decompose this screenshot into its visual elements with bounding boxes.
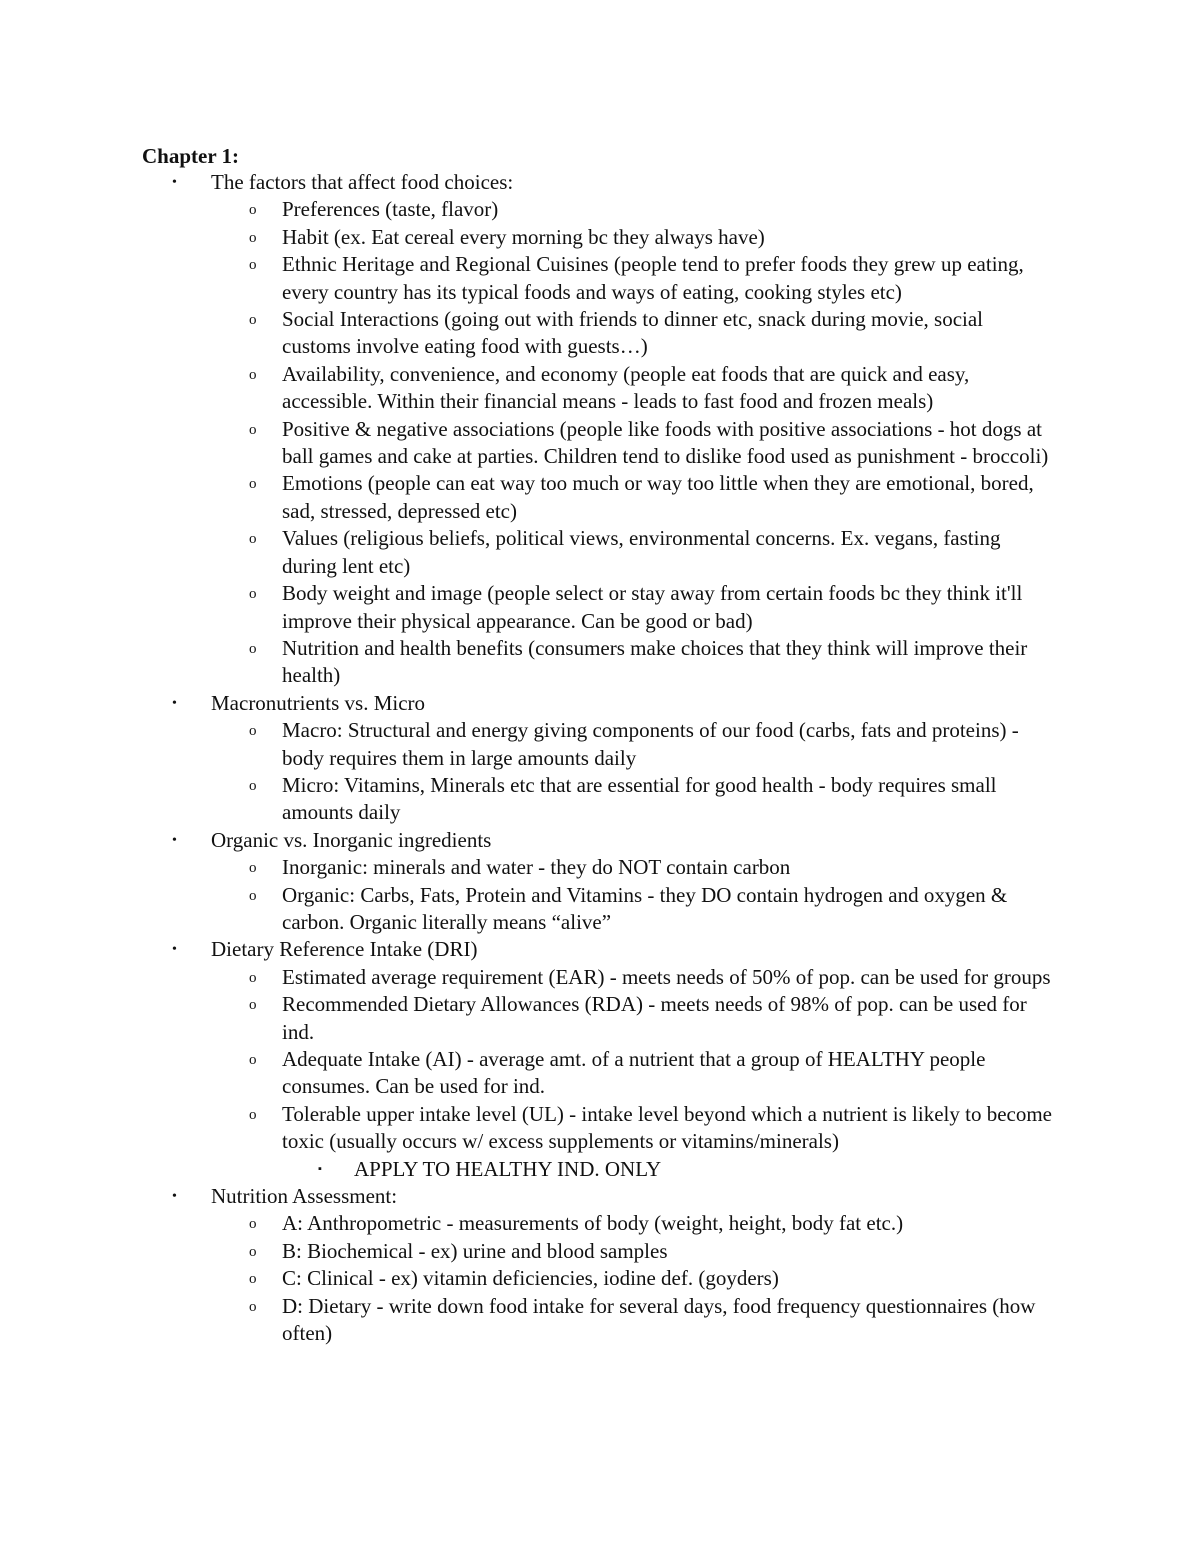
bullet-marker: • <box>172 695 177 711</box>
list-item <box>0 224 1200 251</box>
list-item <box>0 964 1200 991</box>
list-item <box>0 361 1200 416</box>
list-item <box>0 1046 1200 1101</box>
bullet-marker: • <box>172 942 177 958</box>
list-item-text: Positive & negative associations (people like foods with positive associations - hot dogs at ball games and cake at parties. Children tend to dislike food used as punishment - broccoli) <box>282 416 1049 469</box>
list-item-text: A: Anthropometric - measurements of body (weight, height, body fat etc.) <box>282 1211 904 1236</box>
list-item <box>0 580 1200 635</box>
sub-note-item <box>0 1156 1055 1183</box>
list-item-text: D: Dietary - write down food intake for several days, food frequency questionnaires (how often) <box>282 1293 1036 1346</box>
section-heading: Dietary Reference Intake (DRI) <box>211 937 478 962</box>
sub-sub-list <box>282 1156 1055 1183</box>
circle-marker: o <box>249 229 257 246</box>
circle-marker: o <box>249 202 257 219</box>
circle-marker: o <box>249 777 257 794</box>
section-item <box>0 827 1200 937</box>
section-heading: Organic vs. Inorganic ingredients <box>211 827 492 852</box>
section-heading: Nutrition Assessment: <box>211 1184 398 1209</box>
section-item <box>0 1183 1200 1347</box>
section-item <box>0 690 1200 827</box>
list-item <box>0 772 1200 827</box>
sub-list <box>211 717 1200 827</box>
list-item-text: Macro: Structural and energy giving components of our food (carbs, fats and proteins) - body requires them in large amounts daily <box>282 718 1019 770</box>
list-item <box>0 1101 1200 1183</box>
list-item <box>0 251 1200 306</box>
list-item-text: B: Biochemical - ex) urine and blood samples <box>282 1238 668 1263</box>
list-item-text: Adequate Intake (AI) - average amt. of a nutrient that a group of HEALTHY people consumes. Can be used for ind. <box>282 1047 986 1099</box>
list-item <box>0 416 1200 471</box>
list-item <box>0 991 1200 1046</box>
circle-marker: o <box>249 860 257 877</box>
sub-list <box>211 196 1200 689</box>
list-item <box>0 1238 1200 1265</box>
list-item <box>0 717 1200 772</box>
circle-marker: o <box>249 531 257 548</box>
list-item <box>0 1293 1200 1348</box>
circle-marker: o <box>249 1216 257 1233</box>
list-item <box>0 1265 1200 1292</box>
section-item <box>0 936 1200 1183</box>
chapter-title: Chapter 1: <box>142 144 240 168</box>
circle-marker: o <box>249 312 257 329</box>
bullet-marker: • <box>172 175 177 190</box>
list-item-text: Preferences (taste, flavor) <box>282 197 499 222</box>
list-item <box>0 306 1200 361</box>
list-item-text: Nutrition and health benefits (consumers make choices that they think will improve their health) <box>282 635 1028 688</box>
list-item <box>0 854 1200 881</box>
circle-marker: o <box>249 969 257 986</box>
list-item-text: Social Interactions (going out with friends to dinner etc, snack during movie, social customs involve eating food with guests…) <box>282 307 983 359</box>
list-item-text: Emotions (people can eat way too much or way too little when they are emotional, bored, sad, stressed, depressed etc) <box>282 471 1034 523</box>
circle-marker: o <box>249 1243 257 1260</box>
list-item <box>0 525 1200 580</box>
list-item <box>0 635 1200 690</box>
sub-note-text: APPLY TO HEALTHY IND. ONLY <box>354 1156 662 1181</box>
circle-marker: o <box>249 586 257 603</box>
square-marker: ▪ <box>318 1162 322 1175</box>
circle-marker: o <box>249 887 257 904</box>
sub-list <box>211 964 1200 1183</box>
circle-marker: o <box>249 1271 257 1288</box>
circle-marker: o <box>249 366 257 383</box>
circle-marker: o <box>249 1106 257 1123</box>
circle-marker: o <box>249 257 257 274</box>
circle-marker: o <box>249 640 257 657</box>
circle-marker: o <box>249 1052 257 1068</box>
list-item <box>0 1210 1200 1237</box>
circle-marker: o <box>249 421 257 438</box>
sub-list <box>211 1210 1200 1347</box>
list-item-text: Ethnic Heritage and Regional Cuisines (people tend to prefer foods they grew up eating, every country has its typical foods and ways of eating, cooking styles etc) <box>282 252 1024 304</box>
list-item <box>0 196 1200 223</box>
sub-list <box>211 854 1200 936</box>
list-item-text: Values (religious beliefs, political views, environmental concerns. Ex. vegans, fasting during lent etc) <box>282 526 1001 578</box>
bullet-marker: • <box>172 1189 177 1205</box>
circle-marker: o <box>249 1298 257 1315</box>
circle-marker: o <box>249 997 257 1014</box>
list-item-text: Micro: Vitamins, Minerals etc that are essential for good health - body requires small amounts daily <box>282 772 997 825</box>
circle-marker: o <box>249 723 257 740</box>
list-item-text: Habit (ex. Eat cereal every morning bc they always have) <box>282 224 765 249</box>
list-item-text: Recommended Dietary Allowances (RDA) - meets needs of 98% of pop. can be used for ind. <box>282 992 1027 1044</box>
list-item <box>0 470 1200 525</box>
list-item-text: Tolerable upper intake level (UL) - intake level beyond which a nutrient is likely to become toxic (usually occurs w/ excess supplements or vitamins/minerals) <box>282 1101 1053 1154</box>
section-heading: The factors that affect food choices: <box>211 170 514 194</box>
section-heading: Macronutrients vs. Micro <box>211 690 426 715</box>
list-item-text: Inorganic: minerals and water - they do NOT contain carbon <box>282 855 791 880</box>
list-item-text: Body weight and image (people select or stay away from certain foods bc they think it'll improve their physical appearance. Can be good or bad) <box>282 581 1023 633</box>
list-item-text: Estimated average requirement (EAR) - meets needs of 50% of pop. can be used for groups <box>282 964 1051 989</box>
list-item-text: Availability, convenience, and economy (people eat foods that are quick and easy, accessible. Within their financial means - leads to fast food and frozen meals) <box>282 361 970 414</box>
section-item <box>0 169 1200 690</box>
list-item <box>0 882 1200 937</box>
circle-marker: o <box>249 476 257 493</box>
outline-list <box>0 169 1200 1347</box>
list-item-text: Organic: Carbs, Fats, Protein and Vitamins - they DO contain hydrogen and oxygen & carbon. Organic literally means “alive” <box>282 882 1008 934</box>
bullet-marker: • <box>172 832 177 848</box>
list-item-text: C: Clinical - ex) vitamin deficiencies, iodine def. (goyders) <box>282 1266 779 1291</box>
